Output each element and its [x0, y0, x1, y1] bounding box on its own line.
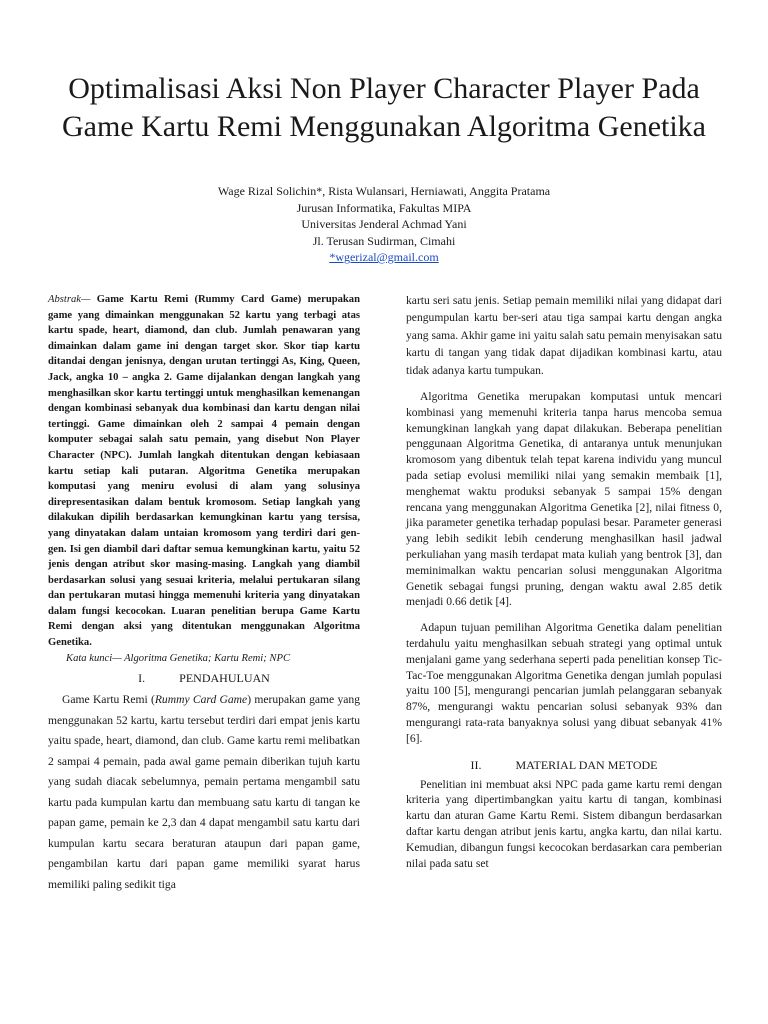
- abstract: [48, 292, 360, 651]
- keywords: Kata kunci— Algoritma Genetika; Kartu Remi; NPC: [66, 652, 291, 664]
- paragraph-intro-2: Algoritma Genetika merupakan komputasi untuk mencari kombinasi yang memenuhi kriteria tanpa harus mencoba semua kemungkinan langkah yang dapat dilakukan. Beberapa penelitian penggunaan Algoritma Genetika, di antaranya untuk menunjukan kromosom yang dibentuk telah tepat karena individu yang muncul pada setiap evolusi memiliki nilai yang semakin membaik [1], menghemat waktu produksi sebanyak 5 sampai 15% dengan rencana yang menggunakan Algoritma Genetika [2], nilai fitness 0, jika parameter genetika terhadap populasi besar. Parameter generasi yang lebih sedikit lebih cenderung menghasilkan hasil jadwal perkuliahan yang masih terdapat mata kuliah yang bentrok [3], dan meminimalkan waktu pencarian solusi menggunakan Algoritma Genetik sebagai fungsi pruning, dengan waktu awal 2.85 detik menjadi 0.66 detik [4].: [406, 390, 722, 609]
- section-number: I.: [138, 671, 146, 686]
- right-column: [406, 292, 722, 871]
- paragraph-intro-1-continued: kartu seri satu jenis. Setiap pemain memiliki nilai yang didapat dari pengumpulan kartu ber-seri atau tiga sampai kartu dengan angka yang sama. Akhir game ini yaitu salah satu pemain menyisakan satu kartu di tangan yang tidak dapat dijadikan kombinasi kartu, atau tidak adanya kartu tumpukan.: [406, 294, 722, 377]
- paragraph-intro-1: [48, 690, 360, 895]
- abstract-text: Game Kartu Remi (Rummy Card Game) merupakan game yang dimainkan menggunakan 52 kartu yang terbagi atas kartu spade, heart, diamond, dan club. Jumlah penawaran yang dimainkan dalam game ini dengan target skor. Skor tiap kartu ditandai dengan jenisnya, dengan urutan tertinggi As, King, Queen, Jack, angka 10 – angka 2. Game dijalankan dengan langkah yang menghasilkan skor kartu tertinggi untuk menghasilkan kemenangan dengan kombinasi sebanyak dua kombinasi dan kartu dengan nilai tertinggi. Game dimainkan oleh 2 sampai 4 pemain dengan komputer sebagai salah satu pemain, yang disebut Non Player Character (NPC). Jumlah langkah ditentukan dengan kebiasaan kartu setiap kali putaran. Algoritma Genetika merupakan komputasi yang meniru evolusi di alam yang solusinya direpresentasikan dalam bentuk kromosom. Setiap langkah yang dilakukan dipilih berdasarkan kemungkinan kartu yang tersisa, yang dinyatakan dalam untaian kromosom yang terdiri dari gen-gen. Isi gen diambil dari daftar semua kemungkinan kartu, yaitu 52 jenis dengan atribut skor masing-masing. Langkah yang diambil berdasarkan solusi yang sesuai kriteria, melalui pertukaran silang dan pertukaran mutasi hingga memenuhi kriteria yang dinyatakan dalam fungsi kecocokan. Luaran penelitian berupa Game Kartu Remi dengan aksi yang ditentukan menggunakan Algoritma Genetika.: [48, 294, 360, 649]
- paragraph-text: ) merupakan game yang menggunakan 52 kartu, kartu tersebut terdiri dari empat jenis kartu yaitu spade, heart, diamond, dan club. Game kartu remi melibatkan 2 sampai 4 pemain, pada awal game pemain diberikan tujuh kartu yang sudah diacak sebelumnya, pemain pertama mengambil satu kartu pada kumpulan kartu dan membuang satu kartu di tangan ke papan game, pemain ke 2,3 dan 4 dapat mengambil satu kartu dari kumpulan kartu secara beraturan ataupun dari papan game, pengambilan kartu dari papan game memiliki syarat harus memiliki paling sedikit tiga: [48, 693, 360, 891]
- left-column: [48, 292, 360, 895]
- author-list: Wage Rizal Solichin*, Rista Wulansari, Herniawati, Anggita Pratama: [217, 184, 551, 198]
- title-line-1: Optimalisasi Aksi Non Player Character Player Pada: [68, 72, 700, 105]
- affiliation-department: Jurusan Informatika, Fakultas MIPA: [296, 200, 472, 215]
- paragraph-text: Game Kartu Remi (: [62, 693, 155, 707]
- author-email-link[interactable]: *wgerizal@gmail.com: [329, 250, 439, 264]
- author-block: [100, 183, 668, 266]
- title-line-2: Game Kartu Remi Menggunakan Algoritma Genetika: [62, 110, 706, 143]
- affiliation-address: Jl. Terusan Sudirman, Cimahi: [312, 233, 456, 248]
- section-title: PENDAHULUAN: [179, 671, 270, 686]
- paragraph-italic-term: Rummy Card Game: [154, 693, 248, 707]
- abstract-label: Abstrak—: [48, 294, 91, 305]
- section-number: II.: [470, 757, 482, 772]
- section-heading-pendahuluan: [48, 670, 360, 686]
- paragraph-method-1: Penelitian ini membuat aksi NPC pada game kartu remi dengan kriteria yang dipertimbangkan yaitu kartu di tangan, kombinasi kartu dan aturan Game Kartu Remi. Sistem dibangun berdasarkan daftar kartu dengan atribut jenis kartu, angka kartu, dan nilai kartu. Kemudian, dibangun fungsi kecocokan berdasarkan cara pemberian nilai pada satu set: [406, 777, 722, 870]
- paragraph-intro-3: Adapun tujuan pemilihan Algoritma Genetika dalam penelitian terdahulu yaitu menghasilkan sebuah strategi yang optimal untuk menjalani game yang sederhana seperti pada penelitian konsep Tic-Tac-Toe menggunakan Algoritma Genetika dengan jumlah populasi yaitu 100 [5], mengurangi pencarian jumlah pelanggaran sebanyak 87%, mengurangi waktu pencarian solusi sebanyak 93% dan mengurangi rata-rata banyaknya solusi yang dibuat sebanyak 41% [6].: [406, 621, 722, 745]
- section-heading-material-dan-metode: [406, 757, 722, 773]
- paper-title: [30, 70, 738, 146]
- section-title: MATERIAL DAN METODE: [515, 757, 658, 772]
- affiliation-university: Universitas Jenderal Achmad Yani: [301, 217, 467, 231]
